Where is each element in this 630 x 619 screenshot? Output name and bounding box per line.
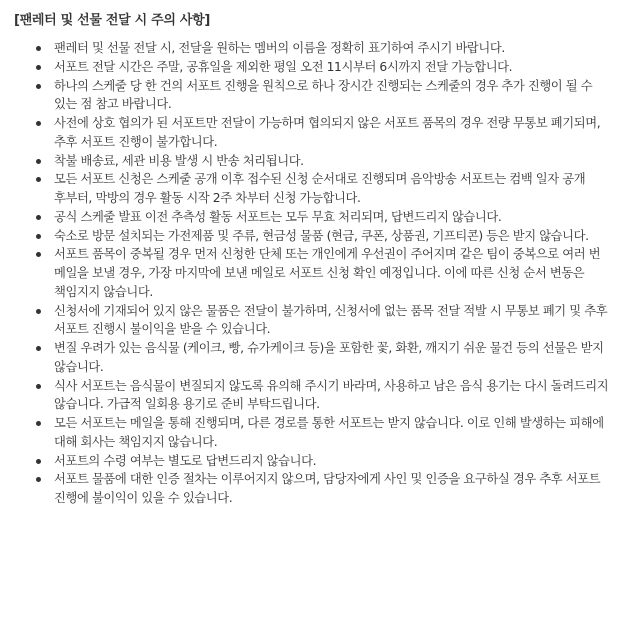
- list-item: [36, 414, 616, 452]
- list-item: [36, 245, 616, 301]
- list-item-text: 공식 스케줄 발표 이전 추측성 활동 서포트는 모두 무효 처리되며, 답변드리지 않습니다.: [54, 209, 502, 224]
- list-item: [36, 77, 616, 115]
- list-item-text: 식사 서포트는 음식물이 변질되지 않도록 유의해 주시기 바라며, 사용하고 남은 음식 용기는 다시 돌려드리지 않습니다. 가급적 일회용 용기로 준비 부탁드립니다.: [54, 378, 609, 412]
- bullet-icon: [36, 159, 41, 164]
- list-item-text: 모든 서포트는 메일을 통해 진행되며, 다른 경로를 통한 서포트는 받지 않습니다. 이로 인해 발생하는 피해에 대해 회사는 책임지지 않습니다.: [54, 416, 604, 449]
- bullet-icon: [36, 215, 41, 220]
- list-item-text: 서포트의 수령 여부는 별도로 답변드리지 않습니다.: [54, 453, 317, 468]
- list-item: [36, 377, 616, 415]
- bullet-icon: [36, 309, 41, 314]
- bullet-icon: [36, 459, 41, 464]
- list-item: [36, 452, 616, 471]
- bullet-icon: [36, 84, 41, 89]
- list-item-text: 모든 서포트 신청은 스케줄 공개 이후 접수된 신청 순서대로 진행되며 음악방송 서포트는 컴백 일자 공개 후부터, 막방의 경우 활동 시작 2주 차부터 신청 가능합니다.: [54, 172, 586, 205]
- list-item: [36, 152, 616, 171]
- list-item-text: 서포트 품목이 중복될 경우 먼저 신청한 단체 또는 개인에게 우선권이 주어지며 같은 팀이 중복으로 여러 번 메일을 보낼 경우, 가장 마지막에 보낸 메일로 서포트 신청 확인 예정입니다. 이에 따른 신청 순서 변동은 책임지지 않습니다.: [54, 247, 601, 299]
- list-item-text: 서포트 전달 시간은 주말, 공휴일을 제외한 평일 오전 11시부터 6시까지 전달 가능합니다.: [54, 59, 513, 74]
- list-item-text: 변질 우려가 있는 음식물 (케이크, 빵, 슈가케이크 등)을 포함한 꽃, 화환, 깨지기 쉬운 물건 등의 선물은 받지 않습니다.: [54, 341, 604, 374]
- list-item: [36, 302, 616, 340]
- notice-list: [14, 39, 616, 508]
- bullet-icon: [36, 384, 41, 389]
- bullet-icon: [36, 234, 41, 239]
- list-item-text: 사전에 상호 협의가 된 서포트만 전달이 가능하며 협의되지 않은 서포트 품목의 경우 전량 무통보 폐기되며, 추후 서포트 진행이 불가합니다.: [54, 116, 601, 149]
- list-item: [36, 227, 616, 246]
- list-item-text: 신청서에 기재되어 있지 않은 물품은 전달이 불가하며, 신청서에 없는 품목 전달 적발 시 무통보 폐기 및 추후 서포트 진행시 불이익을 받을 수 있습니다.: [54, 303, 608, 337]
- bullet-icon: [36, 177, 41, 182]
- list-item-text: 숙소로 방문 설치되는 가전제품 및 주류, 현금성 물품 (현금, 쿠폰, 상품권, 기프티콘) 등은 받지 않습니다.: [54, 228, 589, 243]
- list-item: [36, 58, 616, 77]
- list-item: [36, 39, 616, 58]
- list-item: [36, 114, 616, 152]
- notice-title: [팬레터 및 선물 전달 시 주의 사항]: [14, 13, 210, 28]
- list-item-text: 착불 배송료, 세관 비용 발생 시 반송 처리됩니다.: [54, 153, 304, 168]
- list-item: [36, 208, 616, 227]
- list-item: [36, 470, 616, 508]
- list-item: [36, 170, 616, 208]
- bullet-icon: [36, 346, 41, 351]
- list-item-text: 팬레터 및 선물 전달 시, 전달을 원하는 멤버의 이름을 정확히 표기하여 주시기 바랍니다.: [54, 41, 505, 55]
- list-item-text: 하나의 스케줄 당 한 건의 서포트 진행을 원칙으로 하나 장시간 진행되는 스케줄의 경우 추가 진행이 될 수 있는 점 참고 바랍니다.: [54, 78, 593, 112]
- list-item-text: 서포트 물품에 대한 인증 절차는 이루어지지 않으며, 담당자에게 사인 및 인증을 요구하실 경우 추후 서포트 진행에 불이익이 있을 수 있습니다.: [54, 472, 601, 505]
- list-item: [36, 339, 616, 377]
- bullet-icon: [36, 421, 41, 426]
- bullet-icon: [36, 46, 41, 51]
- bullet-icon: [36, 65, 41, 70]
- bullet-icon: [36, 121, 41, 126]
- bullet-icon: [36, 252, 41, 257]
- bullet-icon: [36, 477, 41, 482]
